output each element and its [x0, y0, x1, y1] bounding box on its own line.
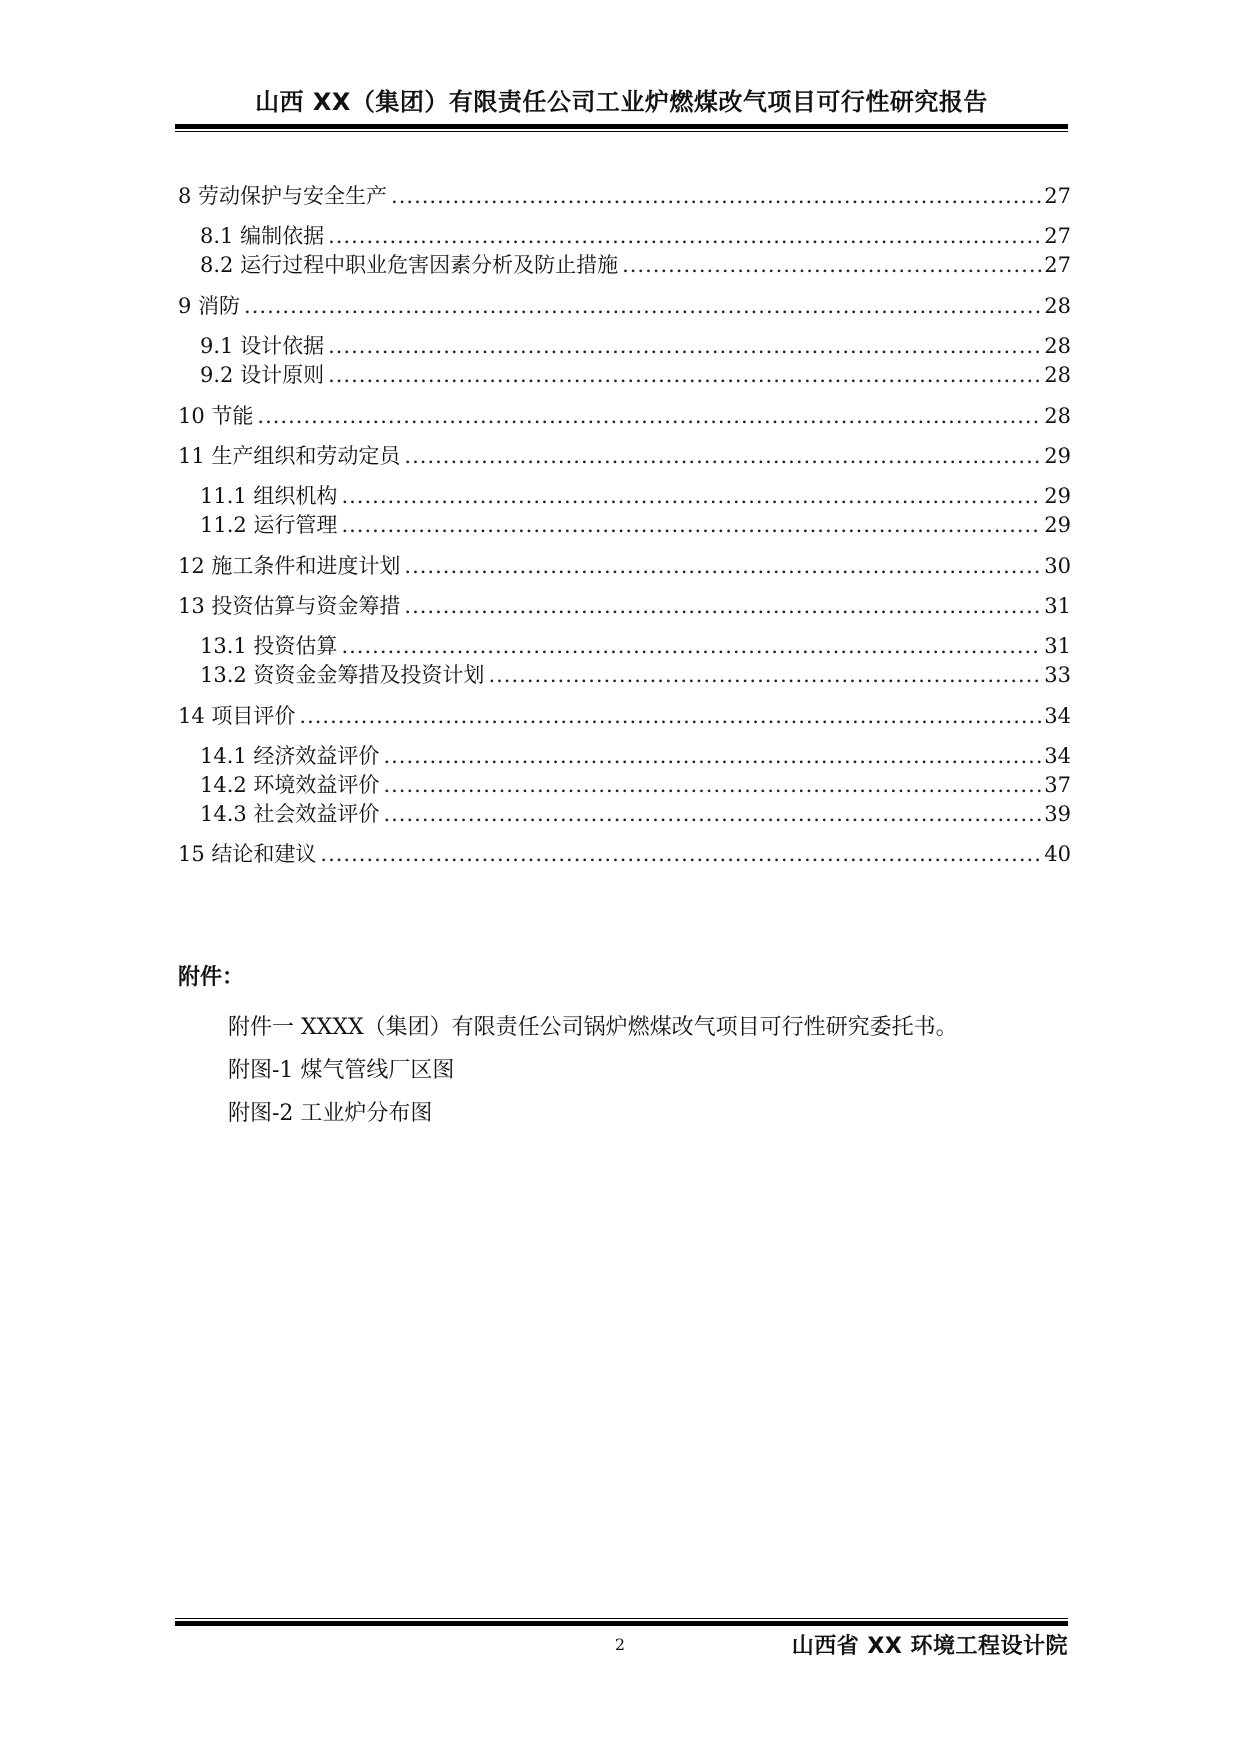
toc-leader-dots: [341, 630, 1042, 662]
toc-leader-dots: [341, 509, 1042, 541]
header-rule-thick: [175, 124, 1068, 129]
toc-entry-14-1[interactable]: [200, 740, 1071, 772]
toc-entry-label: 8 劳动保护与安全生产: [178, 184, 388, 208]
toc-entry-15[interactable]: [178, 838, 1071, 870]
toc-entry-page: 31: [1044, 594, 1071, 618]
attachments-heading: 附件：: [178, 965, 245, 990]
toc-entry-label: 15 结论和建议: [178, 842, 317, 866]
toc-entry-8-1[interactable]: [200, 220, 1071, 252]
toc-entry-label: 13 投资估算与资金筹措: [178, 594, 401, 618]
toc-entry-label: 10 节能: [178, 404, 254, 428]
toc-entry-9-1[interactable]: [200, 330, 1071, 362]
toc-leader-dots: [404, 550, 1042, 582]
footer-organization: 山西省 XX 环境工程设计院: [791, 1634, 1068, 1659]
toc-leader-dots: [404, 590, 1042, 622]
toc-leader-dots: [391, 180, 1042, 212]
toc-leader-dots: [328, 359, 1042, 391]
toc-entry-page: 27: [1044, 253, 1071, 277]
toc-entry-page: 31: [1044, 634, 1071, 658]
toc-entry-12[interactable]: [178, 550, 1071, 582]
toc-entry-14-2[interactable]: [200, 769, 1071, 801]
footer-rule-thin: [175, 1618, 1068, 1619]
toc-entry-label: 13.1 投资估算: [200, 634, 338, 658]
toc-entry-page: 29: [1044, 444, 1071, 468]
toc-leader-dots: [383, 740, 1042, 772]
toc-entry-page: 37: [1044, 773, 1071, 797]
header-rule-thin: [175, 131, 1068, 132]
toc-entry-label: 12 施工条件和进度计划: [178, 554, 401, 578]
toc-leader-dots: [257, 400, 1042, 432]
toc-entry-label: 14.3 社会效益评价: [200, 802, 380, 826]
toc-entry-page: 28: [1044, 404, 1071, 428]
toc-entry-9-2[interactable]: [200, 359, 1071, 391]
report-header-title: 山西 XX（集团）有限责任公司工业炉燃煤改气项目可行性研究报告: [255, 88, 988, 116]
toc-entry-label: 14.1 经济效益评价: [200, 744, 380, 768]
page-number: 2: [614, 1635, 626, 1654]
toc-entry-page: 34: [1044, 744, 1071, 768]
attachment-item: 附件一 XXXX（集团）有限责任公司锅炉燃煤改气项目可行性研究委托书。: [228, 1015, 958, 1040]
toc-entry-label: 8.2 运行过程中职业危害因素分析及防止措施: [200, 253, 619, 277]
toc-entry-13[interactable]: [178, 590, 1071, 622]
toc-entry-page: 28: [1044, 294, 1071, 318]
toc-leader-dots: [341, 480, 1042, 512]
toc-entry-14[interactable]: [178, 700, 1071, 732]
toc-entry-page: 28: [1044, 363, 1071, 387]
toc-entry-label: 8.1 编制依据: [200, 224, 325, 248]
toc-entry-page: 28: [1044, 334, 1071, 358]
toc-entry-9[interactable]: [178, 290, 1071, 322]
toc-entry-page: 34: [1044, 704, 1071, 728]
toc-entry-label: 14.2 环境效益评价: [200, 773, 380, 797]
toc-entry-8-2[interactable]: [200, 249, 1071, 281]
toc-entry-label: 11.2 运行管理: [200, 513, 338, 537]
toc-leader-dots: [244, 290, 1042, 322]
toc-leader-dots: [622, 249, 1042, 281]
toc-entry-13-2[interactable]: [200, 659, 1071, 691]
toc-entry-page: 40: [1044, 842, 1071, 866]
toc-leader-dots: [488, 659, 1042, 691]
attachment-item: 附图-1 煤气管线厂区图: [228, 1058, 455, 1083]
toc-entry-8[interactable]: [178, 180, 1071, 212]
toc-entry-label: 14 项目评价: [178, 704, 296, 728]
toc-entry-page: 29: [1044, 513, 1071, 537]
toc-entry-page: 33: [1044, 663, 1071, 687]
footer-rule-thick: [175, 1621, 1068, 1626]
toc-leader-dots: [383, 798, 1042, 830]
toc-entry-14-3[interactable]: [200, 798, 1071, 830]
toc-entry-page: 39: [1044, 802, 1071, 826]
toc-leader-dots: [328, 330, 1042, 362]
toc-entry-13-1[interactable]: [200, 630, 1071, 662]
toc-entry-label: 13.2 资资金金筹措及投资计划: [200, 663, 485, 687]
toc-leader-dots: [328, 220, 1042, 252]
toc-leader-dots: [383, 769, 1042, 801]
attachment-item: 附图-2 工业炉分布图: [228, 1101, 433, 1126]
toc-entry-page: 27: [1044, 184, 1071, 208]
toc-entry-11-2[interactable]: [200, 509, 1071, 541]
toc-entry-page: 27: [1044, 224, 1071, 248]
toc-entry-label: 9.2 设计原则: [200, 363, 325, 387]
toc-entry-11[interactable]: [178, 440, 1071, 472]
toc-entry-11-1[interactable]: [200, 480, 1071, 512]
toc-leader-dots: [404, 440, 1042, 472]
toc-entry-label: 9 消防: [178, 294, 241, 318]
toc-leader-dots: [299, 700, 1042, 732]
toc-entry-label: 9.1 设计依据: [200, 334, 325, 358]
toc-entry-10[interactable]: [178, 400, 1071, 432]
toc-entry-page: 29: [1044, 484, 1071, 508]
toc-leader-dots: [320, 838, 1042, 870]
toc-entry-page: 30: [1044, 554, 1071, 578]
toc-entry-label: 11 生产组织和劳动定员: [178, 444, 401, 468]
toc-entry-label: 11.1 组织机构: [200, 484, 338, 508]
